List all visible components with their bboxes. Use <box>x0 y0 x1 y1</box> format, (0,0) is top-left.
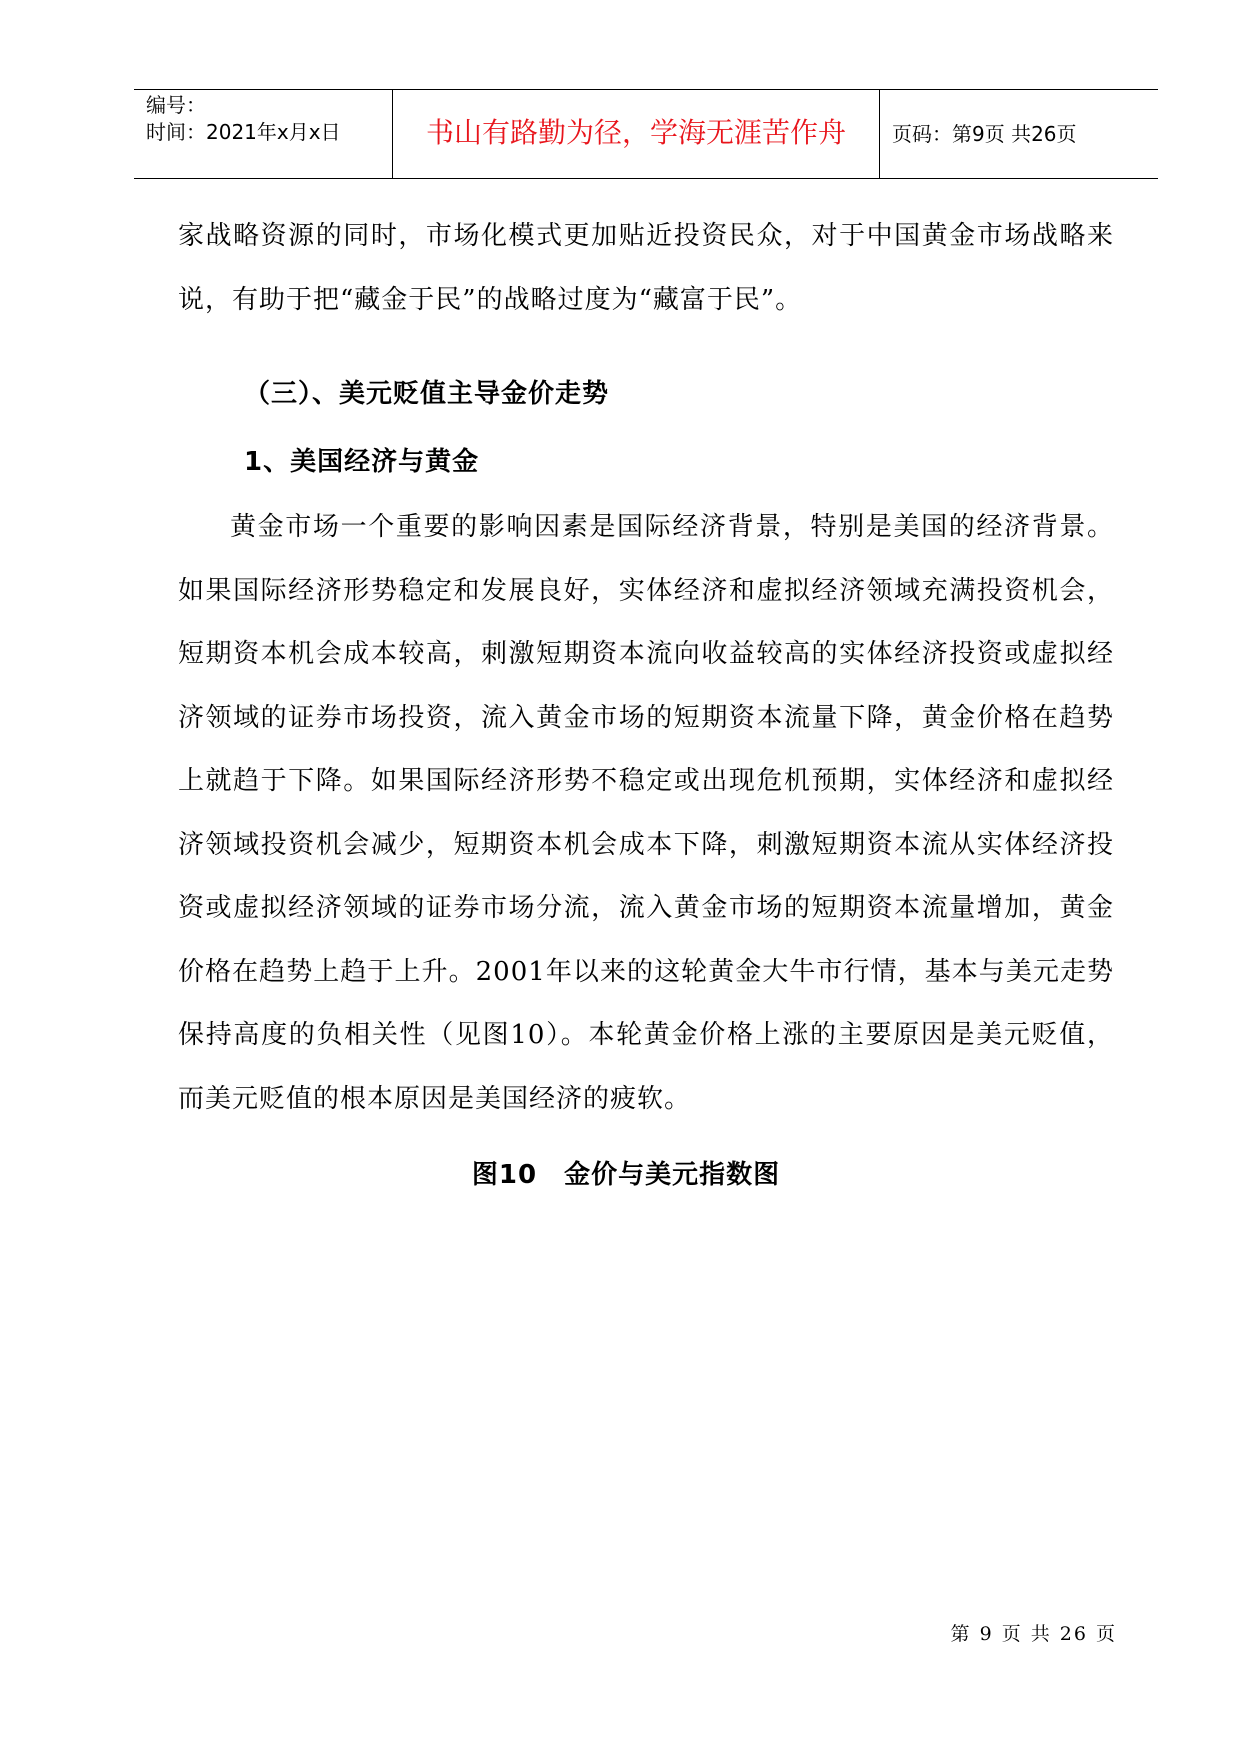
main-paragraph: 黄金市场一个重要的影响因素是国际经济背景，特别是美国的经济背景。如果国际经济形势稳定和发展良好，实体经济和虚拟经济领域充满投资机会，短期资本机会成本较高，刺激短期资本流向收益较高的实体经济投资或虚拟经济领域的证券市场投资，流入黄金市场的短期资本流量下降，黄金价格在趋势上就趋于下降。如果国际经济形势不稳定或出现危机预期，实体经济和虚拟经济领域投资机会减少，短期资本机会成本下降，刺激短期资本流从实体经济投资或虚拟经济领域的证券市场分流，流入黄金市场的短期资本流量增加，黄金价格在趋势上趋于上升。2001年以来的这轮黄金大牛市行情，基本与美元走势保持高度的负相关性（见图10）。本轮黄金价格上涨的主要原因是美元贬值，而美元贬值的根本原因是美国经济的疲软。 <box>178 512 1114 1114</box>
subsection-heading: 1、美国经济与黄金 <box>244 447 480 477</box>
header-left-cell <box>134 90 393 178</box>
header-motto: 书山有路勤为径，学海无涯苦作舟 <box>425 116 846 149</box>
section-heading: （三）、美元贬值主导金价走势 <box>244 379 610 409</box>
header-right-cell <box>880 90 1158 178</box>
document-body <box>178 205 1114 1195</box>
figure-caption: 图10 金价与美元指数图 <box>471 1160 781 1190</box>
document-number-label: 编号： <box>146 93 206 117</box>
header-page-label: 页码：第9页 共26页 <box>892 122 1077 146</box>
header-table <box>134 89 1158 179</box>
header-middle-cell <box>393 90 880 178</box>
page-footer: 第 9 页 共 26 页 <box>950 1623 1117 1645</box>
continued-paragraph: 家战略资源的同时，市场化模式更加贴近投资民众，对于中国黄金市场战略来说，有助于把“藏金于民”的战略过度为“藏富于民”。 <box>178 221 1114 315</box>
document-time-label: 时间：2021年x月x日 <box>146 120 341 144</box>
